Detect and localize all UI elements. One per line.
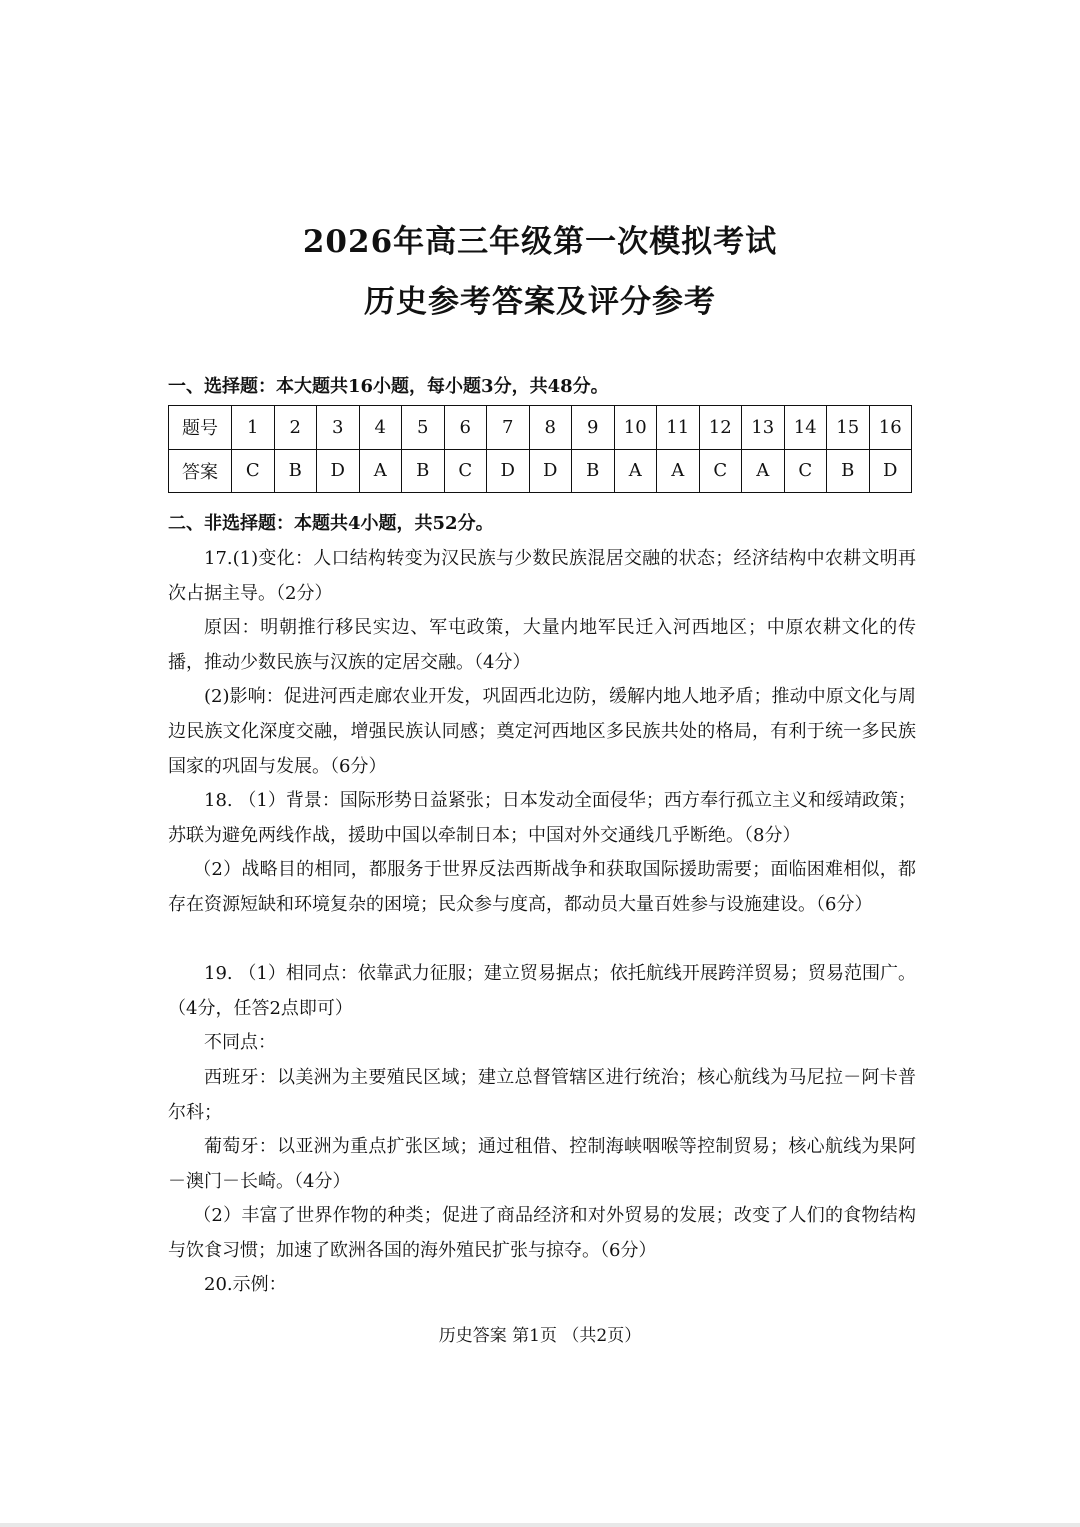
exam-subtitle: 历史参考答案及评分参考 [364, 284, 716, 320]
question-number: 10 [614, 406, 657, 450]
answer-18-2: （2）战略目的相同，都服务于世界反法西斯战争和获取国际援助需要；面临困难相似，都存在资源短缺和环境复杂的困境；民众参与度高，都动员大量百姓参与设施建设。（6分） [168, 859, 916, 915]
answer-cell: D [529, 449, 572, 493]
question-number: 8 [529, 406, 572, 450]
answer-cell: B [572, 449, 615, 493]
row-label-answer: 答案 [169, 449, 232, 493]
exam-title: 2026年高三年级第一次模拟考试 [302, 224, 778, 260]
row-label-number: 题号 [169, 406, 232, 450]
answer-cell: C [232, 449, 275, 493]
page-footer: 历史答案 第1页 （共2页） [438, 1326, 642, 1346]
question-number: 6 [444, 406, 487, 450]
answer-18-1: 18. （1）背景：国际形势日益紧张；日本发动全面侵华；西方奉行孤立主义和绥靖政策；苏联为避免两线作战，援助中国以牵制日本；中国对外交通线几乎断绝。（8分） [168, 790, 916, 846]
question-number-row [169, 406, 912, 450]
answer-cell: D [487, 449, 530, 493]
section-essay-heading: 二、非选择题：本题共4小题，共52分。 [168, 513, 494, 534]
answer-19-spain: 西班牙：以美洲为主要殖民区域；建立总督管辖区进行统治；核心航线为马尼拉－阿卡普尔科； [168, 1067, 916, 1123]
question-number: 3 [317, 406, 360, 450]
answer-17-2: (2)影响：促进河西走廊农业开发，巩固西北边防，缓解内地人地矛盾；推动中原文化与周边民族文化深度交融，增强民族认同感；奠定河西地区多民族共处的格局，有利于统一多民族国家的巩固与发展。（6分） [168, 686, 916, 777]
answer-cell: C [699, 449, 742, 493]
answer-cell: A [657, 449, 700, 493]
answer-19-diff-label: 不同点： [204, 1032, 276, 1053]
question-number: 12 [699, 406, 742, 450]
answer-19-portugal: 葡萄牙：以亚洲为重点扩张区域；通过租借、控制海峡咽喉等控制贸易；核心航线为果阿－澳门－长崎。（4分） [168, 1136, 916, 1192]
answer-17-reason: 原因：明朝推行移民实边、军屯政策，大量内地军民迁入河西地区；中原农耕文化的传播，推动少数民族与汉族的定居交融。（4分） [168, 617, 916, 673]
question-number: 1 [232, 406, 275, 450]
answer-cell: B [827, 449, 870, 493]
section-choice-heading: 一、选择题：本大题共16小题，每小题3分，共48分。 [168, 376, 609, 397]
question-number: 16 [869, 406, 912, 450]
answer-17-1: 17.(1)变化：人口结构转变为汉民族与少数民族混居交融的状态；经济结构中农耕文明再次占据主导。（2分） [168, 548, 916, 604]
question-number: 13 [742, 406, 785, 450]
answer-cell: B [274, 449, 317, 493]
answer-cell: B [402, 449, 445, 493]
answer-cell: A [742, 449, 785, 493]
question-number: 7 [487, 406, 530, 450]
answer-cell: C [784, 449, 827, 493]
question-number: 14 [784, 406, 827, 450]
answer-table [168, 405, 912, 493]
answer-cell: A [614, 449, 657, 493]
question-number: 9 [572, 406, 615, 450]
scan-edge [0, 1523, 1080, 1527]
answer-cell: A [359, 449, 402, 493]
answer-cell: D [317, 449, 360, 493]
answer-19-2: （2）丰富了世界作物的种类；促进了商品经济和对外贸易的发展；改变了人们的食物结构与饮食习惯；加速了欧洲各国的海外殖民扩张与掠夺。（6分） [168, 1205, 916, 1261]
question-number: 15 [827, 406, 870, 450]
answer-row [169, 449, 912, 493]
answer-cell: C [444, 449, 487, 493]
answer-19-1: 19. （1）相同点：依靠武力征服；建立贸易据点；依托航线开展跨洋贸易；贸易范围广。（4分，任答2点即可） [168, 963, 916, 1019]
question-number: 5 [402, 406, 445, 450]
question-number: 2 [274, 406, 317, 450]
answer-cell: D [869, 449, 912, 493]
question-number: 4 [359, 406, 402, 450]
answer-20-example: 20.示例： [204, 1274, 287, 1295]
question-number: 11 [657, 406, 700, 450]
